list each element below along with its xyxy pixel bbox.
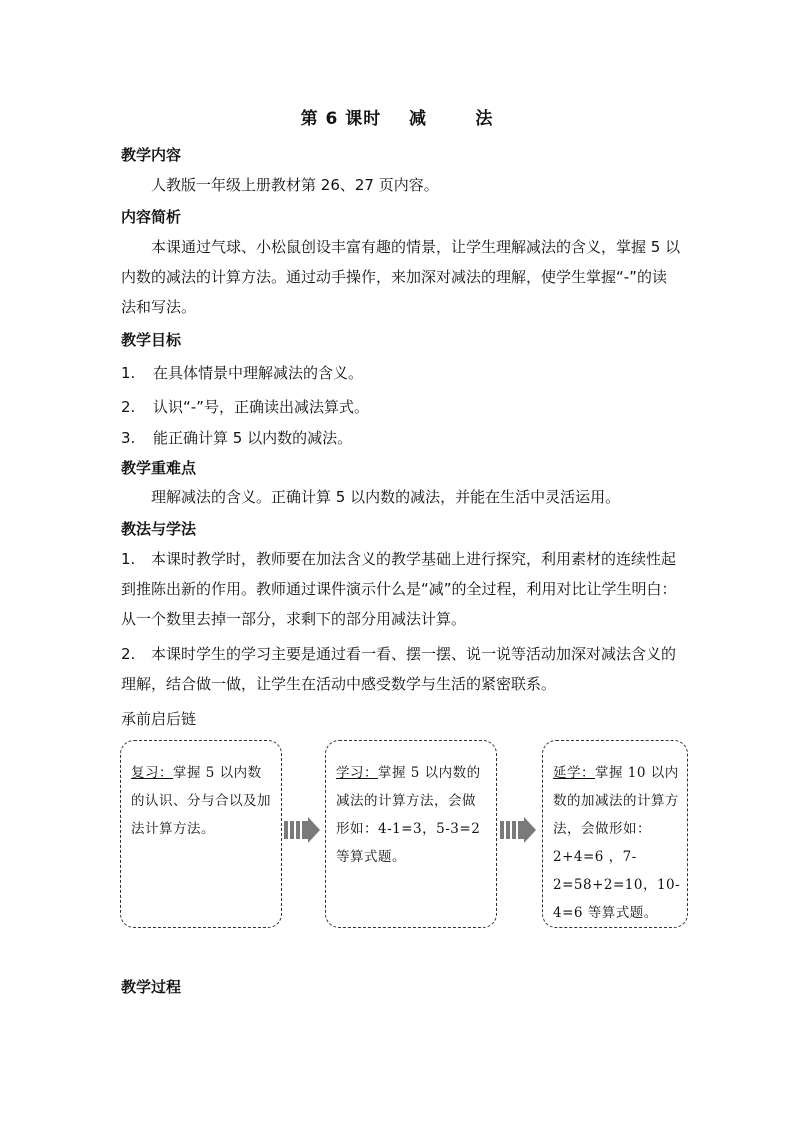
- heading-process: 教学过程: [121, 978, 182, 996]
- learn-text: 掌握 5 以内数的减法的计算方法，会做形如：4-1=3，5-3=2 等算式题。: [336, 765, 481, 865]
- arrow-right-icon: [284, 817, 320, 843]
- method-text: 本课时教学时，教师要在加法含义的教学基础上进行探究，利用素材的连续性起到推陈出新的作用。教师通过课件演示什么是“减”的全过程，利用对比让学生明白：从一个数里去掉一部分，求剩下的部分用减法计算。: [121, 550, 677, 628]
- extend-label: 延学：: [553, 765, 595, 781]
- heading-content: 教学内容: [121, 146, 182, 164]
- review-label: 复习：: [131, 765, 173, 781]
- arrow-right-icon: [500, 817, 536, 843]
- heading-chain: 承前启后链: [121, 710, 197, 728]
- goal-text: 在具体情景中理解减法的含义。: [153, 364, 364, 382]
- goal-item-1: [121, 362, 363, 383]
- key-points-text: 理解减法的含义。正确计算 5 以内数的减法，并能在生活中灵活运用。: [151, 488, 621, 506]
- heading-goals: 教学目标: [121, 331, 182, 349]
- analysis-text: 本课通过气球、小松鼠创设丰富有趣的情景，让学生理解减法的含义，掌握 5 以内数的减法的计算方法。通过动手操作，来加深对减法的理解，使学生掌握“-”的读法和写法。: [121, 238, 681, 316]
- content-text: 人教版一年级上册教材第 26、27 页内容。: [151, 176, 439, 194]
- goal-text: 能正确计算 5 以内数的减法。: [153, 429, 353, 447]
- goal-number: 1.: [121, 364, 136, 382]
- heading-key-points: 教学重难点: [121, 459, 197, 477]
- learn-box: [325, 740, 497, 928]
- page-title: 第 6 课时 减 法: [300, 109, 494, 129]
- method-item-1: [121, 544, 681, 634]
- goal-number: 3.: [121, 429, 136, 447]
- method-text: 本课时学生的学习主要是通过看一看、摆一摆、说一说等活动加深对减法含义的理解，结合做一做，让学生在活动中感受数学与生活的紧密联系。: [121, 645, 677, 693]
- extend-box: [542, 740, 688, 928]
- review-text: 掌握 5 以内数的认识、分与合以及加法计算方法。: [131, 765, 271, 837]
- goal-number: 2.: [121, 398, 136, 416]
- method-number: 2.: [121, 645, 136, 663]
- goal-text: 认识“-”号，正确读出减法算式。: [153, 398, 369, 416]
- heading-methods: 教法与学法: [121, 520, 197, 538]
- method-item-2: [121, 639, 681, 699]
- review-box: [120, 740, 282, 928]
- goal-item-2: [121, 396, 369, 417]
- method-number: 1.: [121, 550, 136, 568]
- extend-text: 掌握 10 以内数的加减法的计算方法，会做形如：2+4=6 ，7-2=58+2=10，10-4=6 等算式题。: [553, 765, 681, 921]
- heading-analysis: 内容简析: [121, 208, 182, 226]
- learn-label: 学习：: [336, 765, 378, 781]
- goal-item-3: [121, 427, 352, 448]
